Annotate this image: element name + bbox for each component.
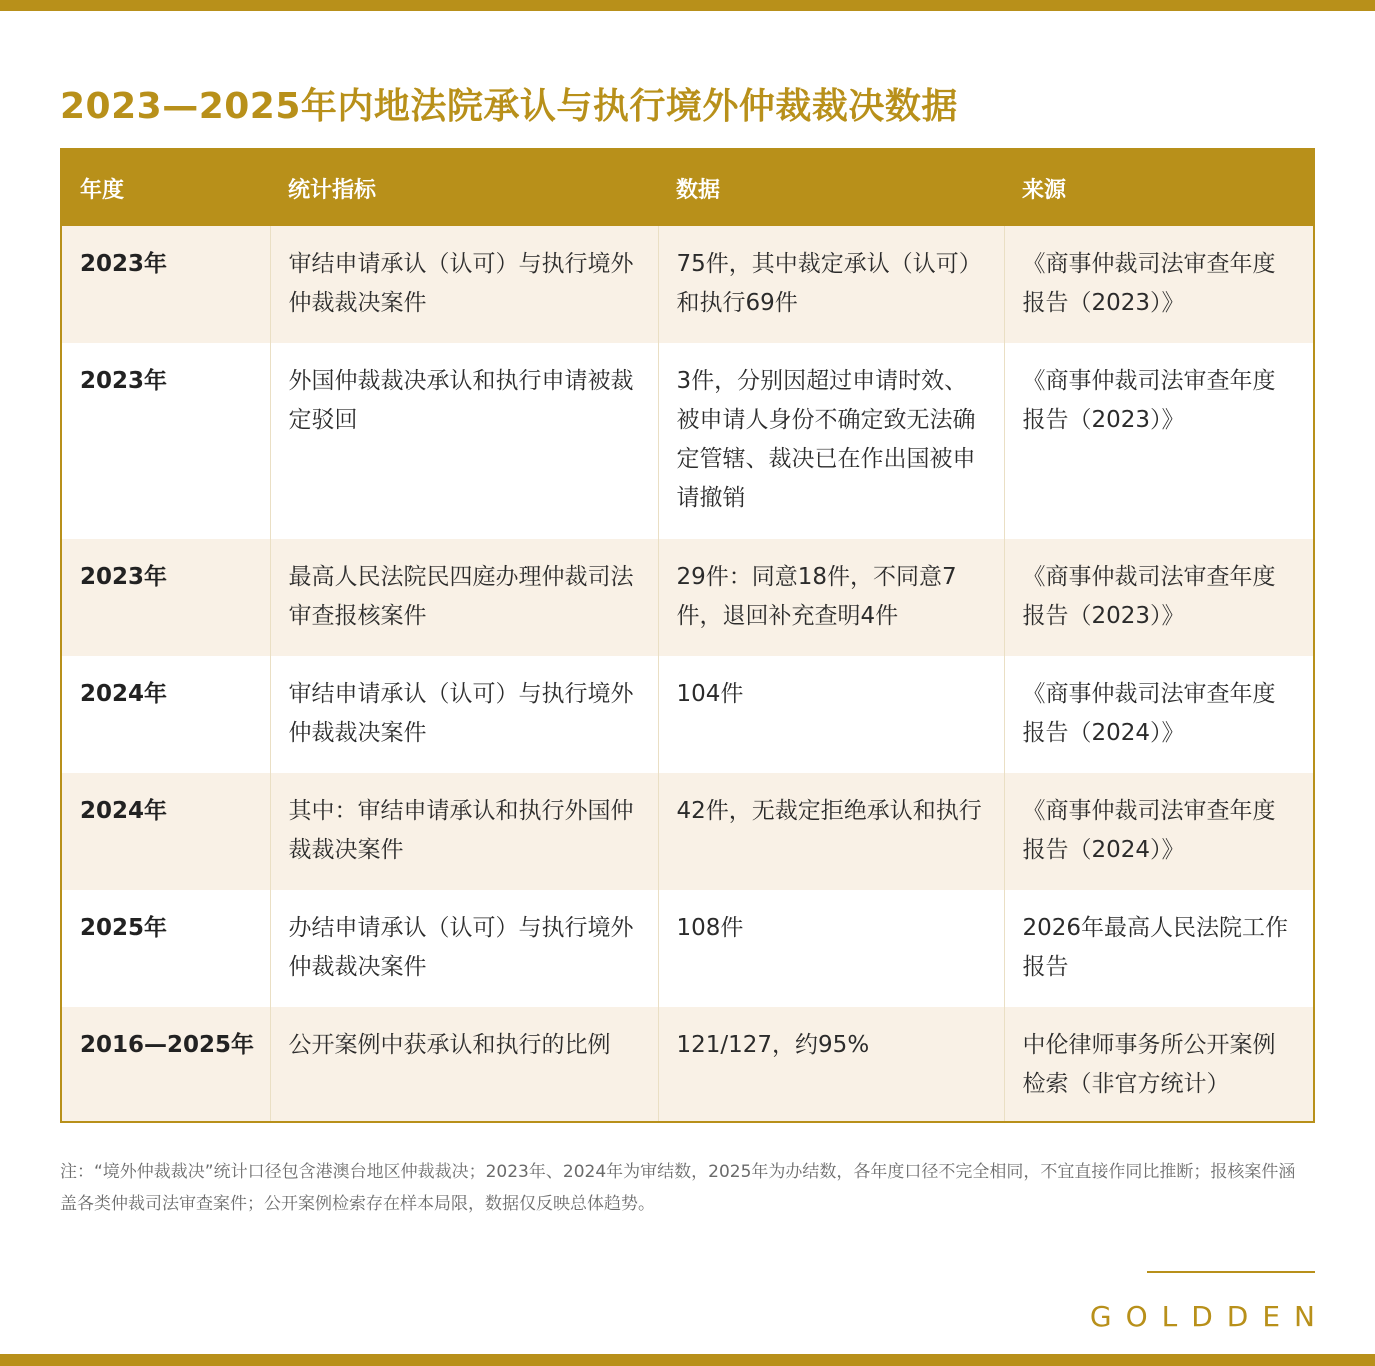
- cell-data: 42件，无裁定拒绝承认和执行: [658, 773, 1004, 890]
- cell-source: 《商事仲裁司法审查年度报告（2024）》: [1004, 773, 1313, 890]
- page-title: 2023—2025年内地法院承认与执行境外仲裁裁决数据: [60, 86, 958, 127]
- cell-source: 《商事仲裁司法审查年度报告（2023）》: [1004, 226, 1313, 343]
- top-accent-bar: [0, 0, 1375, 11]
- header-source: 来源: [1004, 150, 1313, 226]
- cell-year: 2025年: [62, 890, 270, 1007]
- cell-metric: 审结申请承认（认可）与执行境外仲裁裁决案件: [270, 656, 658, 773]
- cell-metric: 最高人民法院民四庭办理仲裁司法审查报核案件: [270, 539, 658, 656]
- cell-data: 108件: [658, 890, 1004, 1007]
- cell-source: 中伦律师事务所公开案例检索（非官方统计）: [1004, 1007, 1313, 1121]
- header-year: 年度: [62, 150, 270, 226]
- cell-year: 2024年: [62, 656, 270, 773]
- cell-metric: 其中：审结申请承认和执行外国仲裁裁决案件: [270, 773, 658, 890]
- cell-year: 2023年: [62, 343, 270, 539]
- bottom-accent-bar: [0, 1354, 1375, 1366]
- footnote: 注：“境外仲裁裁决”统计口径包含港澳台地区仲裁裁决；2023年、2024年为审结数，2025年为办结数，各年度口径不完全相同，不宜直接作同比推断；报核案件涵盖各类仲裁司法审查案件；公开案例检索存在样本局限，数据仅反映总体趋势。: [60, 1162, 1296, 1214]
- cell-data: 104件: [658, 656, 1004, 773]
- cell-year: 2016—2025年: [62, 1007, 270, 1121]
- header-data: 数据: [658, 150, 1004, 226]
- cell-data: 3件，分别因超过申请时效、被申请人身份不确定致无法确定管辖、裁决已在作出国被申请撤销: [658, 343, 1004, 539]
- cell-source: 《商事仲裁司法审查年度报告（2024）》: [1004, 656, 1313, 773]
- cell-metric: 外国仲裁裁决承认和执行申请被裁定驳回: [270, 343, 658, 539]
- cell-source: 《商事仲裁司法审查年度报告（2023）》: [1004, 539, 1313, 656]
- cell-data: 29件：同意18件，不同意7件，退回补充查明4件: [658, 539, 1004, 656]
- brand-divider: [1147, 1271, 1315, 1273]
- brand-logo-text: GOLDDEN: [1089, 1300, 1329, 1333]
- table-header-row: [62, 150, 1313, 226]
- table-row: [62, 656, 1313, 773]
- cell-data: 121/127，约95%: [658, 1007, 1004, 1121]
- table-row: [62, 343, 1313, 539]
- header-metric: 统计指标: [270, 150, 658, 226]
- cell-year: 2023年: [62, 539, 270, 656]
- cell-data: 75件，其中裁定承认（认可）和执行69件: [658, 226, 1004, 343]
- table-row: [62, 539, 1313, 656]
- cell-metric: 审结申请承认（认可）与执行境外仲裁裁决案件: [270, 226, 658, 343]
- cell-metric: 办结申请承认（认可）与执行境外仲裁裁决案件: [270, 890, 658, 1007]
- cell-source: 2026年最高人民法院工作报告: [1004, 890, 1313, 1007]
- data-table: [62, 150, 1313, 1121]
- cell-metric: 公开案例中获承认和执行的比例: [270, 1007, 658, 1121]
- table-row: [62, 1007, 1313, 1121]
- cell-source: 《商事仲裁司法审查年度报告（2023）》: [1004, 343, 1313, 539]
- table-row: [62, 773, 1313, 890]
- data-table-container: [60, 148, 1315, 1123]
- table-row: [62, 226, 1313, 343]
- table-row: [62, 890, 1313, 1007]
- cell-year: 2024年: [62, 773, 270, 890]
- cell-year: 2023年: [62, 226, 270, 343]
